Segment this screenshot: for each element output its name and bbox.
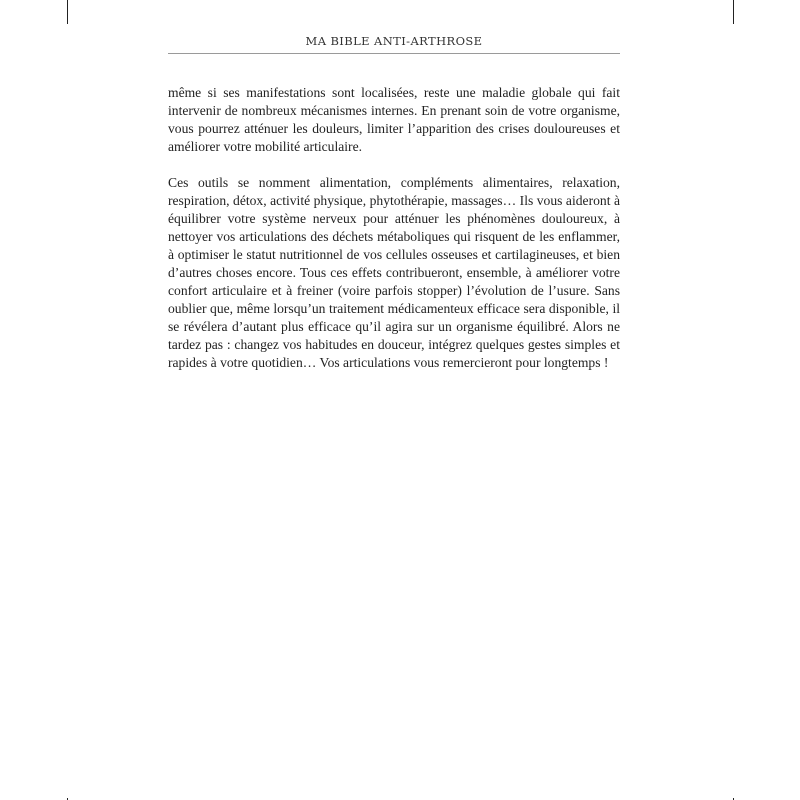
body-text bbox=[168, 84, 620, 390]
paragraph-2: Ces outils se nomment alimentation, compléments alimentaires, relaxation, respiration, détox, activité physique, phytothérapie, massages… Ils vous aideront à équilibrer votre système nerveux pour atténuer les phénomènes douloureux, à nettoyer vos articulations des déchets métaboliques qui risquent de les enflammer, à optimiser le statut nutritionnel de vos cellules osseuses et cartilagineuses, et bien d’autres choses encore. Tous ces effets contribueront, ensemble, à améliorer votre confort articulaire et à freiner (voire parfois stopper) l’évolution de l’usure. Sans oublier que, même lorsqu’un traitement médicamenteux efficace sera disponible, il se révélera d’autant plus efficace qu’il agira sur un organisme équilibré. Alors ne tardez pas : changez vos habitudes en douceur, intégrez quelques gestes simples et rapides à votre quotidien… Vos articulations vous remercieront pour longtemps ! bbox=[168, 175, 620, 370]
header-rule bbox=[168, 53, 620, 54]
paragraph-1: même si ses manifestations sont localisées, reste une maladie globale qui fait intervenir de nombreux mécanismes internes. En prenant soin de votre organisme, vous pourrez atténuer les douleurs, limiter l’apparition des crises douloureuses et améliorer votre mobilité articulaire. bbox=[168, 85, 620, 154]
running-header-title: MA BIBLE ANTI-ARTHROSE bbox=[305, 34, 483, 48]
crop-mark-top-right bbox=[733, 0, 734, 24]
crop-mark-top-left bbox=[67, 0, 68, 24]
